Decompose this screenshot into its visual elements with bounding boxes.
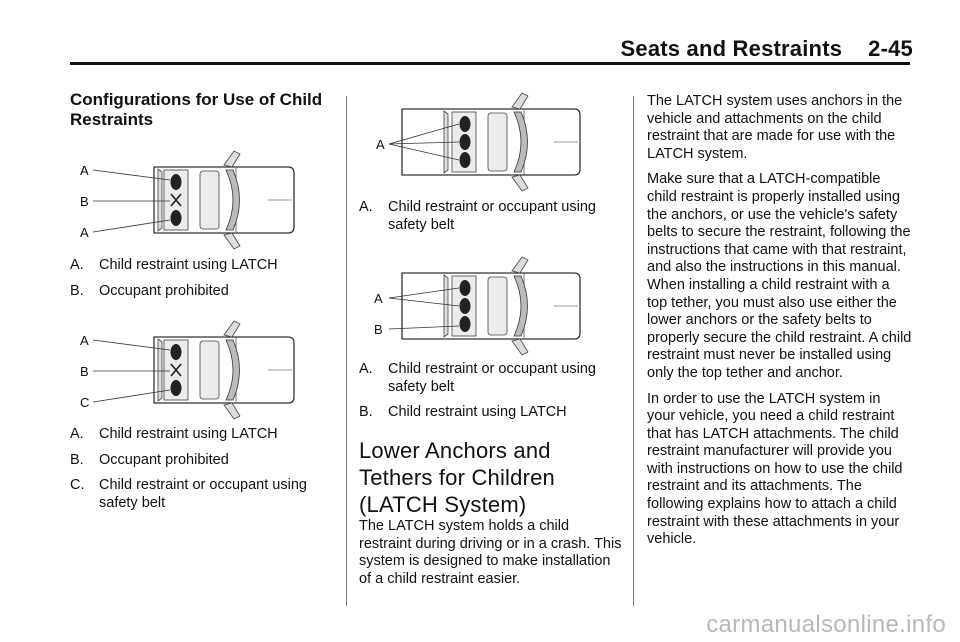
latch-intro-block: [359, 518, 625, 588]
figure-label: A: [374, 291, 383, 306]
figure-label: B: [80, 194, 89, 209]
seating-diagram-4: [370, 256, 592, 356]
section-heading-configurations: Configurations for Use of Child Restraints: [70, 90, 323, 129]
legend-figure-3: [359, 199, 599, 234]
watermark: carmanualsonline.info: [706, 611, 946, 638]
page-number: 2-45: [868, 36, 913, 61]
body-paragraph: The LATCH system uses anchors in the vehicle and attachments on the child restraint that are made for use with the LATCH system.: [647, 93, 903, 162]
body-paragraph: In order to use the LATCH system in your vehicle, you need a child restraint that has LATCH attachments. The child restraint manufacturer will provide you with instructions on how to use the child restraint and its attachments. The following explains how to attach a child restraint with these attachments in your vehicle.: [647, 390, 903, 548]
section-heading-latch: Lower Anchors and Tethers for Children (LATCH System): [359, 438, 555, 517]
figure-label: A: [376, 137, 385, 152]
figure-label: B: [374, 322, 383, 337]
safety-belt-position-marker: [460, 152, 471, 168]
latch-position-marker: [171, 210, 182, 226]
page-header: [621, 36, 913, 62]
legend-figure-2: [70, 426, 340, 512]
figure-label: A: [80, 333, 89, 348]
column-divider-1: [346, 96, 347, 606]
figure-label: A: [80, 163, 89, 178]
safety-belt-position-marker: [171, 380, 182, 396]
seating-diagram-2: [78, 320, 300, 420]
legend-item: A. Child restraint using LATCH: [70, 257, 278, 273]
vehicle-outline: [402, 257, 580, 355]
legend-item: B. Occupant prohibited: [70, 282, 229, 299]
column-1: [70, 90, 338, 130]
latch-position-marker: [460, 316, 471, 332]
safety-belt-position-marker: [460, 298, 471, 314]
vehicle-outline: [402, 93, 580, 191]
latch-position-marker: [171, 174, 182, 190]
legend-item: A. Child restraint using LATCH: [70, 426, 278, 442]
safety-belt-position-marker: [460, 134, 471, 150]
body-paragraph: The LATCH system holds a child restraint during driving or in a crash. This system is designed to make installation of a child restraint easier.: [359, 518, 622, 587]
legend-item: C. Child restraint or occupant using safety belt: [70, 477, 307, 511]
header-rule: [70, 62, 910, 65]
legend-item: A. Child restraint or occupant using safety belt: [359, 199, 596, 233]
column-divider-2: [633, 96, 634, 606]
legend-item: B. Occupant prohibited: [70, 451, 229, 468]
column-3: [647, 93, 912, 549]
legend-figure-4: [359, 361, 619, 422]
figure-label: C: [80, 395, 90, 410]
legend-item: B. Child restraint using LATCH: [359, 404, 567, 421]
safety-belt-position-marker: [460, 116, 471, 132]
section-title: Seats and Restraints: [620, 36, 843, 61]
legend-figure-1: [70, 257, 340, 300]
safety-belt-position-marker: [460, 280, 471, 296]
latch-heading-block: [359, 437, 574, 518]
seating-diagram-1: [78, 150, 300, 250]
figure-label: B: [80, 364, 89, 379]
seating-diagram-3: [370, 92, 592, 192]
latch-position-marker: [171, 344, 182, 360]
figure-label: A: [80, 225, 89, 240]
body-paragraph: Make sure that a LATCH-compatible child restraint is properly installed using the anchors, or use the vehicle's safety belts to secure the restraint, following the instructions that came with that restraint, and also the instructions in this manual. When installing a child restraint with a top tether, you must also use either the lower anchors or the safety belts to properly secure the child restraint. A child restraint must never be installed using only the top tether and anchor.: [647, 171, 912, 381]
legend-item: A. Child restraint or occupant using safety belt: [359, 361, 596, 395]
